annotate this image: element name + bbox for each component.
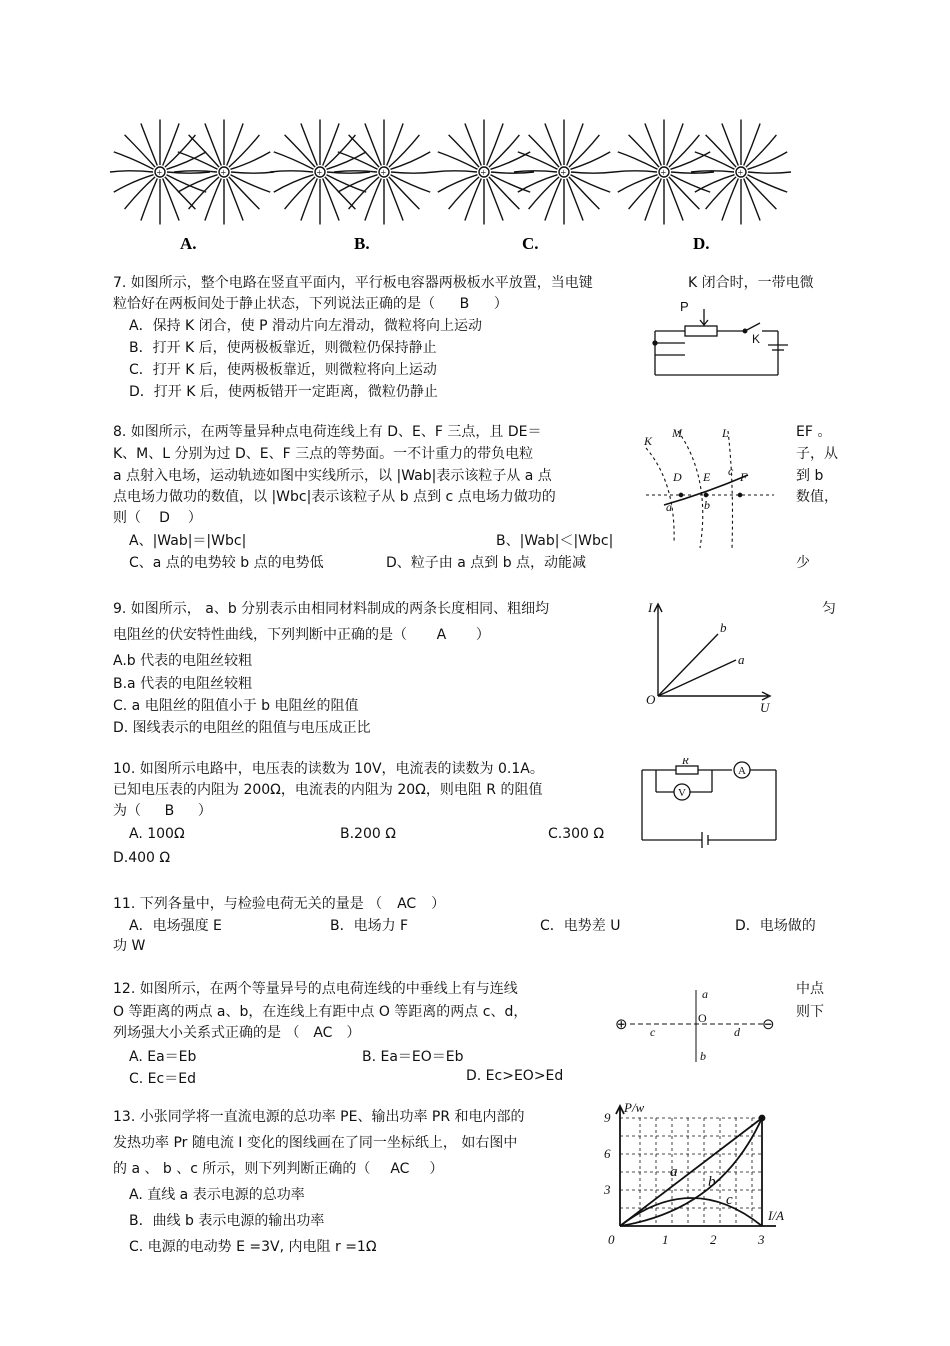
q12-right-2: 则下 <box>796 1004 824 1020</box>
field-line <box>327 172 370 173</box>
q12-answer: AC <box>313 1025 333 1041</box>
field-line <box>487 124 503 166</box>
q9-option-a: A.b 代表的电阻丝较粗 <box>113 653 253 669</box>
q10-option-b: B.200 Ω <box>340 826 396 842</box>
q12-plus-charge: ⊕ <box>615 1017 628 1033</box>
q12-right-1: 中点 <box>796 981 824 997</box>
q9-option-b: B.a 代表的电阻丝较粗 <box>113 676 253 692</box>
q13-ytick-6: 6 <box>604 1146 611 1161</box>
q7-line-2 <box>113 293 508 313</box>
q13-xtick-1: 1 <box>662 1232 669 1247</box>
q10-ammeter-label: A <box>738 765 746 777</box>
q10-option-d: D.400 Ω <box>113 850 171 866</box>
charge-sign: + <box>480 168 487 179</box>
q13-axis-x-label: I/A <box>768 1208 784 1223</box>
field-line <box>744 179 760 221</box>
q8-line-4: 点电场力做功的数值，以 |Wbc|表示该粒子从 b 点到 c 点电场力做功的 <box>113 489 556 505</box>
q13-line-1: 13. 小张同学将一直流电源的总功率 PE、输出功率 PR 和电内部的 <box>113 1109 525 1125</box>
q13-stem-end: 的 a 、 b 、c 所示，则下列判断正确的（ <box>113 1161 371 1177</box>
q9-line-b-label: b <box>720 620 727 635</box>
q12-option-b: B. Ea＝EO＝Eb <box>362 1049 464 1065</box>
q13-curve-c-label: c <box>726 1192 733 1208</box>
q12-label-c: c <box>650 1025 656 1039</box>
q10-label-r: R <box>682 758 689 767</box>
q8-option-d: D、粒子由 a 点到 b 点，动能减 <box>386 555 587 571</box>
q10-close: ） <box>197 803 212 819</box>
q11-option-c: C．电势差 U <box>540 918 621 934</box>
q10-option-c: C.300 Ω <box>548 826 605 842</box>
q11-option-d-cont: 功 W <box>113 938 146 954</box>
q10-option-a: A. 100Ω <box>129 826 185 842</box>
field-line <box>110 171 153 172</box>
field-line <box>571 172 614 173</box>
q13-ytick-9: 9 <box>604 1110 611 1125</box>
field-line <box>387 179 403 221</box>
field-line <box>163 179 179 221</box>
q12-close: ） <box>346 1025 361 1041</box>
q9-close: ） <box>475 627 490 643</box>
q11-option-d: D．电场做的 <box>735 918 816 934</box>
field-line <box>667 124 683 166</box>
q8-option-a: A、|Wab|＝|Wbc| <box>129 533 247 549</box>
q7-line-1: 7. 如图所示，整个电路在竖直平面内，平行板电容器两极板水平放置，当电键 <box>113 275 593 291</box>
q7-option-b: B．打开 K 后，使两极板靠近，则微粒仍保持静止 <box>129 340 437 356</box>
field-diagram-c <box>434 120 614 225</box>
q8-label-a: a <box>666 500 672 514</box>
q13-ytick-3: 3 <box>604 1182 611 1197</box>
q7-label-p: P <box>680 299 689 314</box>
field-line <box>301 179 317 221</box>
field-line <box>645 124 661 166</box>
field-line <box>227 179 243 221</box>
q8-label-f: F <box>740 470 748 484</box>
q7-right-text: K 闭合时，一带电微 <box>688 275 814 291</box>
option-label-c: C. <box>522 234 539 253</box>
option-label-b: B. <box>354 234 370 253</box>
q9-answer: A <box>436 627 447 643</box>
field-line <box>465 179 481 221</box>
q8-right-2: 子，从 <box>796 446 838 462</box>
field-line <box>567 179 583 221</box>
q10-circuit-diagram <box>634 758 784 848</box>
field-diagram-d <box>614 120 791 225</box>
option-label-a: A. <box>180 234 197 253</box>
q13-power-graph <box>600 1100 790 1250</box>
q9-stem: 电阻丝的伏安特性曲线，下列判断中正确的是（ <box>113 627 407 643</box>
field-line <box>671 175 711 192</box>
q13-option-a: A. 直线 a 表示电源的总功率 <box>129 1187 305 1203</box>
field-line <box>167 172 210 173</box>
field-line <box>722 179 738 221</box>
q8-right-5: 少 <box>796 555 810 571</box>
q13-xtick-3: 3 <box>758 1232 765 1247</box>
field-line <box>178 152 218 169</box>
field-line <box>323 179 339 221</box>
field-line <box>231 175 271 192</box>
q8-right-3: 到 b <box>796 468 824 484</box>
q11-option-b: B．电场力 F <box>330 918 409 934</box>
field-line <box>365 124 381 166</box>
field-line <box>387 124 403 166</box>
q12-stem-end: 列场强大小关系式正确的是 （ <box>113 1025 300 1041</box>
field-line <box>205 124 221 166</box>
field-line <box>163 124 179 166</box>
q8-right-1: EF 。 <box>796 424 832 440</box>
field-line <box>465 124 481 166</box>
q10-answer: B <box>164 803 175 819</box>
field-line <box>518 152 558 169</box>
field-line <box>141 124 157 166</box>
field-line <box>545 179 561 221</box>
q10-voltmeter-label: V <box>678 787 686 799</box>
field-line <box>391 175 431 192</box>
q8-line-3: a 点射入电场，运动轨迹如图中实线所示，以 |Wab|表示该粒子从 a 点 <box>113 468 552 484</box>
q8-label-b: b <box>704 498 710 512</box>
q8-line-5 <box>113 507 202 527</box>
q8-label-e: E <box>703 470 711 484</box>
q9-line-a-label: a <box>738 652 745 667</box>
q7-option-a: A．保持 K 闭合，使 P 滑动片向左滑动，微粒将向上运动 <box>129 318 482 334</box>
q8-label-m: M <box>672 426 682 440</box>
field-line <box>334 171 377 172</box>
field-line <box>327 175 367 192</box>
q12-label-o: O <box>698 1011 707 1025</box>
field-line <box>167 175 207 192</box>
q10-stem-end: 为（ <box>113 803 141 819</box>
field-line <box>614 171 657 172</box>
field-line <box>231 172 274 173</box>
charge-sign: + <box>316 168 323 179</box>
field-line <box>141 179 157 221</box>
field-line <box>545 124 561 166</box>
q9-origin: O <box>646 692 656 707</box>
field-line <box>391 172 434 173</box>
q11-answer: AC <box>397 896 417 912</box>
q7-circuit-diagram <box>640 295 820 385</box>
field-line <box>434 171 477 172</box>
q9-option-d: D. 图线表示的电阻丝的阻值与电压成正比 <box>113 720 371 736</box>
field-line <box>274 152 314 169</box>
field-line <box>205 179 221 221</box>
q13-xtick-2: 2 <box>710 1232 717 1247</box>
q11-line-1 <box>113 893 445 913</box>
q8-equipotential-diagram <box>636 423 786 553</box>
q10-line-2: 已知电压表的内阻为 200Ω，电流表的内阻为 20Ω，则电阻 R 的阻值 <box>113 782 543 798</box>
q13-answer: AC <box>390 1161 410 1177</box>
q12-option-a: A. Ea＝Eb <box>129 1049 197 1065</box>
q7-close: ） <box>493 296 508 312</box>
q8-close: ） <box>187 510 202 526</box>
charge-sign: + <box>380 168 387 179</box>
q13-line-2: 发热功率 Pr 随电流 I 变化的图线画在了同一坐标纸上， 如右图中 <box>113 1135 518 1151</box>
q9-right: 匀 <box>822 601 836 617</box>
field-line <box>491 175 531 192</box>
field-lines-figure <box>0 0 950 260</box>
q12-option-d: D. Ec>EO>Ed <box>466 1068 564 1084</box>
q8-label-l: L <box>722 426 729 440</box>
q8-option-b: B、|Wab|＜|Wbc| <box>496 533 614 549</box>
field-line <box>323 124 339 166</box>
field-line <box>744 124 760 166</box>
q13-origin: 0 <box>608 1232 615 1247</box>
q10-line-3 <box>113 800 212 820</box>
field-line <box>114 152 154 169</box>
q13-option-c: C. 电源的电动势 E =3V, 内电阻 r =1Ω <box>129 1239 377 1255</box>
q13-close: ） <box>429 1161 444 1177</box>
q12-line-2: O 等距离的两点 a、b，在连线上有距中点 O 等距离的两点 c、d， <box>113 1004 528 1020</box>
q9-option-c: C. a 电阻丝的阻值小于 b 电阻丝的阻值 <box>113 698 359 714</box>
q13-axis-y-label: P/w <box>624 1100 645 1115</box>
q9-iv-graph <box>642 596 782 716</box>
field-line <box>365 179 381 221</box>
field-line <box>567 124 583 166</box>
q8-right-4: 数值， <box>796 489 838 505</box>
field-line <box>645 179 661 221</box>
q12-label-d: d <box>734 1025 740 1039</box>
q11-close: ） <box>431 896 446 912</box>
q12-label-a: a <box>702 987 708 1001</box>
q11-stem: 11. 下列各量中，与检验电荷无关的量是 （ <box>113 896 383 912</box>
q7-option-c: C．打开 K 后，使两极板靠近，则微粒将向上运动 <box>129 362 437 378</box>
charge-sign: + <box>156 168 163 179</box>
q13-curve-a-label: a <box>670 1164 678 1180</box>
field-line <box>571 175 611 192</box>
q9-line-1: 9. 如图所示， a、b 分别表示由相同材料制成的两条长度相同、粗细均 <box>113 601 550 617</box>
q13-line-3 <box>113 1158 443 1178</box>
q7-label-k: K <box>752 332 761 346</box>
field-line <box>338 152 378 169</box>
q9-axis-i: I <box>648 600 653 615</box>
field-line <box>174 171 217 172</box>
charge-sign: + <box>560 168 567 179</box>
field-line <box>514 171 557 172</box>
field-line <box>667 179 683 221</box>
q9-line-2 <box>113 624 490 644</box>
q12-line-3 <box>113 1022 360 1042</box>
field-line <box>487 179 503 221</box>
q10-line-1: 10. 如图所示电路中，电压表的读数为 10V，电流表的读数为 0.1A。 <box>113 761 544 777</box>
q13-option-b: B．曲线 b 表示电源的输出功率 <box>129 1213 325 1229</box>
field-line <box>301 124 317 166</box>
q7-stem: 粒恰好在两板间处于静止状态，下列说法正确的是（ <box>113 296 435 312</box>
q12-minus-charge: ⊖ <box>762 1017 775 1033</box>
field-line <box>748 172 791 173</box>
q9-axis-u: U <box>760 700 770 715</box>
field-line <box>722 124 738 166</box>
q11-option-a: A．电场强度 E <box>129 918 222 934</box>
field-line <box>270 171 313 172</box>
field-line <box>227 124 243 166</box>
q8-line-2: K、M、L 分别为过 D、E、F 三点的等势面。一不计重力的带负电粒 <box>113 446 534 462</box>
q8-answer: D <box>159 510 170 526</box>
q7-answer: B <box>459 296 470 312</box>
field-line <box>438 152 478 169</box>
field-line <box>695 152 735 169</box>
q12-line-1: 12. 如图所示，在两个等量异号的点电荷连线的中垂线上有与连线 <box>113 981 518 997</box>
q8-stem-end: 则（ <box>113 510 141 526</box>
field-line <box>748 175 788 192</box>
q12-dipole-diagram <box>612 986 782 1066</box>
q13-curve-b-label: b <box>708 1174 716 1190</box>
q7-option-d: D．打开 K 后，使两板错开一定距离，微粒仍静止 <box>129 384 438 400</box>
option-label-d: D. <box>693 234 710 253</box>
q8-label-k: K <box>644 434 653 448</box>
charge-sign: + <box>220 168 227 179</box>
q12-option-c: C. Ec＝Ed <box>129 1071 196 1087</box>
q12-label-b: b <box>700 1049 706 1063</box>
q8-line-1: 8. 如图所示，在两等量异种点电荷连线上有 D、E、F 三点，且 DE＝ <box>113 424 542 440</box>
charge-sign: + <box>660 168 667 179</box>
q8-label-c: c <box>728 464 734 478</box>
field-diagram-a <box>110 120 274 225</box>
field-line <box>618 152 658 169</box>
q8-label-d: D <box>673 470 682 484</box>
charge-sign: + <box>737 168 744 179</box>
field-diagram-b <box>270 120 434 225</box>
q8-option-c: C、a 点的电势较 b 点的电势低 <box>129 555 324 571</box>
field-line <box>491 172 534 173</box>
